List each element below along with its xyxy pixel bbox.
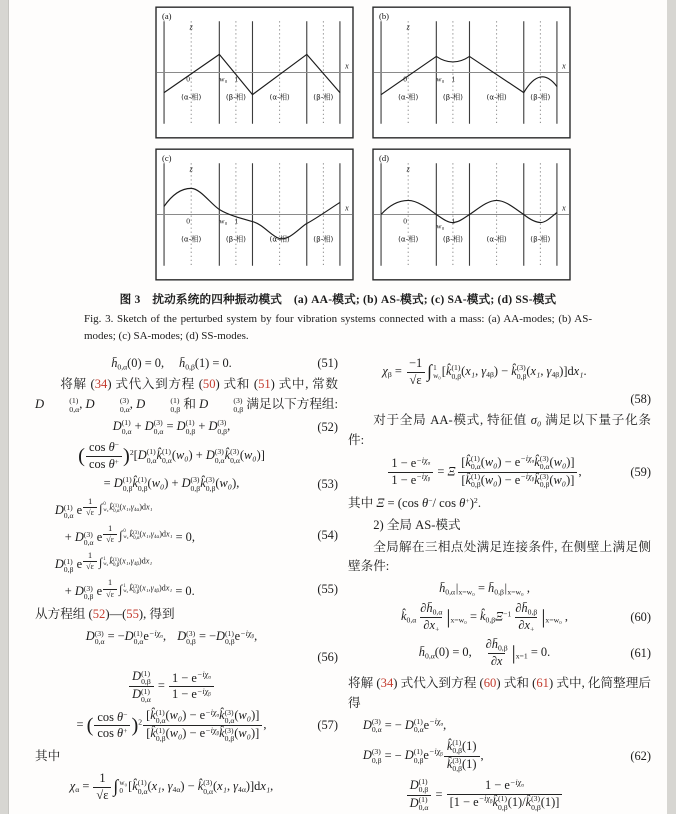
phase-label: (β-相) — [442, 234, 463, 244]
figure-panels-grid — [155, 6, 667, 281]
equation-54-line2: + D (3) 0,α e $\frac{1}{√\varepsilon}$ ∫ 0 w₀ k̂ (3) 0,α (x₁,γ4α)dx₁ = 0, (54) — [64, 524, 338, 547]
tick-label: 1 — [234, 74, 239, 84]
panel-letter: (c) — [162, 153, 172, 164]
equation-62-line1: D (3) 0,α = − D (1) 0,α e−iχα, — [362, 717, 447, 735]
eq-ref-link[interactable]: 60 — [483, 675, 497, 690]
equation-58-line1: χβ = $\frac{-1}{√\varepsilon}$ ∫ 1 w₀ [k̂ (1) 0,β (x₁, γ4β) − k̂ (3) 0,β (x₁, γ4β)]dx₁. — [382, 356, 587, 387]
equation-55-line2: + D (3) 0,β e $\frac{1}{√\varepsilon}$ ∫ 1 w₀ k̂ (3) 0,β (x₁,γ4β)dx₁ = 0. (55) — [64, 578, 338, 602]
phase-label: (α-相) — [269, 234, 290, 244]
phase-label: (β-相) — [225, 234, 246, 244]
axis-label-x: x — [345, 61, 349, 71]
equation-60-line2: k̂0,α $\frac{\partial h̄0,\alpha}{\partial x+}$ $|x=w_0 = k̂0,\beta\Xi^{-1}$ $\frac{\partial h̄0,\beta}{\partial x+}$ |x=w₀ , (60) — [400, 600, 651, 633]
phase-label: (β-相) — [530, 234, 551, 244]
phase-label: (α-相) — [181, 234, 202, 244]
figure-panel-d — [372, 148, 571, 281]
axis-label-z: z — [189, 22, 193, 32]
phase-label: (α-相) — [486, 92, 507, 102]
equation-59: $\frac{\text{1 − e−iχα}}{\text{1 − e−iχβ}}$ = Ξ [k̂ (1) 0,α (w₀) − e−iχαk̂ (3) 0,α (w₀)] [k̂ (1) 0,β (w₀) − e−iχβk̂ (3) 0,β (w₀)] , (59) — [348, 455, 651, 490]
equation-52: D (1) 0,α + D (3) 0,α = D (1) 0,β + D (3) 0,β , (52) — [112, 418, 338, 436]
axis-label-z: z — [406, 22, 410, 32]
two-column-text — [9, 344, 667, 814]
phase-label: (β-相) — [313, 234, 334, 244]
tick-label: w₀ — [436, 221, 445, 231]
phase-label: (β-相) — [225, 92, 246, 102]
equation-ratio-as: D (1) 0,β D (1) 0,α = 1 − e−iχα [1 − e−iχβk̂ (1) 0,β (1)/k̂ (3) 0,β (1)] — [348, 778, 651, 813]
para-as-conditions: 全局解在三相点处满足连接条件, 在侧壁上满足侧壁条件: — [348, 539, 651, 574]
axis-label-x: x — [562, 203, 566, 213]
eq-ref-link[interactable]: 61 — [536, 675, 549, 690]
equation-58-line2: (58) — [630, 392, 651, 406]
phase-label: (α-相) — [269, 92, 290, 102]
equation-53-line1: ( $\frac{\cos \theta^-}{\cos \theta^+}$ )$^2$[D (1) 0,α k̂ (1) 0,α (w₀) + D (3) 0,α k̂ (3) 0,α (w₀)] — [78, 440, 265, 471]
phase-label: (α-相) — [398, 92, 419, 102]
eq-ref-link[interactable]: 34 — [380, 675, 394, 690]
axis-label-z: z — [189, 164, 193, 174]
figure-caption-en: Fig. 3. Sketch of the perturbed system by four vibration systems connected with a mass: (a) AA-modes; (b) AS-modes; (c) SA-modes; (d) SS-modes. — [84, 313, 592, 342]
tick-label: w₀ — [436, 74, 445, 84]
eq-ref-link[interactable]: 50 — [202, 377, 216, 392]
phase-label: (β-相) — [313, 92, 334, 102]
equation-62-line2: D (3) 0,β = − D (1) 0,β e−iχβ k̂ (1) 0,β (1) k̂ (3) 0,β (1) , (62) — [362, 737, 651, 774]
eq-ref-link[interactable]: 34 — [94, 377, 108, 392]
axis-label-x: x — [345, 203, 349, 213]
panel-letter: (d) — [379, 153, 389, 164]
tick-label: 1 — [451, 74, 456, 84]
figure-3 — [9, 6, 667, 344]
panel-letter: (b) — [379, 11, 389, 22]
para-as-heading: 2) 全局 AS-模式 — [373, 517, 461, 532]
tick-label: w₀ — [219, 74, 228, 84]
equation-55-line1: D (1) 0,β e $\frac{1}{√\varepsilon}$ ∫ 1 w₀ k̂ (1) 0,β (x₁,γ4β)dx₁ — [54, 551, 153, 575]
tick-label: 0 — [403, 216, 408, 226]
phase-label: (β-相) — [530, 92, 551, 102]
document-page — [8, 0, 667, 814]
eq-ref-link[interactable]: 52 — [92, 607, 106, 622]
eq-ref-link[interactable]: 51 — [258, 377, 271, 392]
equation-54-line1: D (1) 0,α e $\frac{1}{√\varepsilon}$ ∫ 0 w₀ k̂ (1) 0,α (x₁,γ4α)dx₁ — [54, 497, 153, 520]
axis-label-z: z — [406, 164, 410, 174]
para-sub-into-60-61: 将解 (34) 式代入到方程 (60) 式和 (61) 式中, 化简整理后得 — [348, 675, 652, 710]
equation-57-line2: = ( $\frac{\cos \theta^-}{\cos \theta^+}$ )$^2$ [k̂ (1) 0,α (w₀) − e−iχαk̂ (3) 0,α (w₀)] [k̂ (1) 0,β (w₀) − e−iχβk̂ (3) 0,β (w₀)] , (57) — [76, 707, 338, 743]
tick-label: 1 — [451, 216, 456, 226]
phase-label: (α-相) — [486, 234, 507, 244]
phase-label: (α-相) — [181, 92, 202, 102]
para-qizhong-left: 其中 — [35, 749, 61, 764]
equation-57-line1: D (1) 0,β D (1) 0,α = $\frac{\text{1 − e−iχα}}{\text{1 − e−iχβ}}$ — [35, 669, 338, 704]
equation-56-line1: D (3) 0,α = −D (1) 0,α e−iχα, D (3) 0,β = −D (1) 0,β e−iχβ, — [85, 628, 258, 646]
eq-ref-link[interactable]: 55 — [126, 607, 139, 622]
para-sub-into-50-51: 将解 (34) 式代入到方程 (50) 式和 (51) 式中, 常数 D (1) 0,α , D (3) 0,α , D (1) 0,β 和 D (3) 0,β 满足以下方程组: — [35, 377, 339, 414]
equation-53-line2: = D (1) 0,β k̂ (1) 0,β (w₀) + D (3) 0,β k̂ (3) 0,β (w₀), (53) — [103, 475, 338, 493]
equation-61: h̄0,α(0) = 0, $\frac{\partial h̄0,\beta}{\partial x}$ |x=1 = 0. (61) — [418, 637, 651, 669]
equation-51: h̄0,α(0) = 0, h̄0,β(1) = 0. (51) — [111, 356, 338, 372]
tick-label: 0 — [186, 74, 191, 84]
figure-caption-zh: 图 3 扰动系统的四种振动模式 (a) AA-模式; (b) AS-模式; (c) SA-模式; (d) SS-模式 — [119, 293, 557, 306]
equation-chi-alpha: χα = $\frac{1}{√\varepsilon}$ ∫ w₀ 0 [k̂ (1) 0,α (x₁, γ4α) − k̂ (3) 0,α (x₁, γ4α)]dx₁, — [69, 771, 274, 802]
tick-label: 1 — [234, 216, 239, 226]
para-from-52-55: 从方程组 (52)—(55), 得到 — [35, 607, 175, 622]
phase-label: (β-相) — [442, 92, 463, 102]
tick-label: 0 — [186, 216, 191, 226]
figure-panel-b — [372, 6, 571, 139]
tick-label: 0 — [403, 74, 408, 84]
figure-panel-c — [155, 148, 354, 281]
phase-label: (α-相) — [398, 234, 419, 244]
tick-label: w₀ — [219, 216, 228, 226]
equation-56-line2: (56) — [317, 650, 338, 665]
figure-panel-a — [155, 6, 354, 139]
para-xi-definition: 其中 Ξ = (cos θ−/ cos θ+)$^2$. — [348, 495, 481, 510]
panel-letter: (a) — [162, 11, 172, 22]
left-column — [35, 352, 338, 814]
right-column — [348, 352, 651, 814]
para-aa-quantization: 对于全局 AA-模式, 特征值 σ₀ 满足以下量子化条件: — [348, 413, 651, 447]
equation-60-line1: h̄0,α|x=w₀ = h̄0,β|x=w₀ , — [439, 581, 530, 597]
axis-label-x: x — [562, 61, 566, 71]
